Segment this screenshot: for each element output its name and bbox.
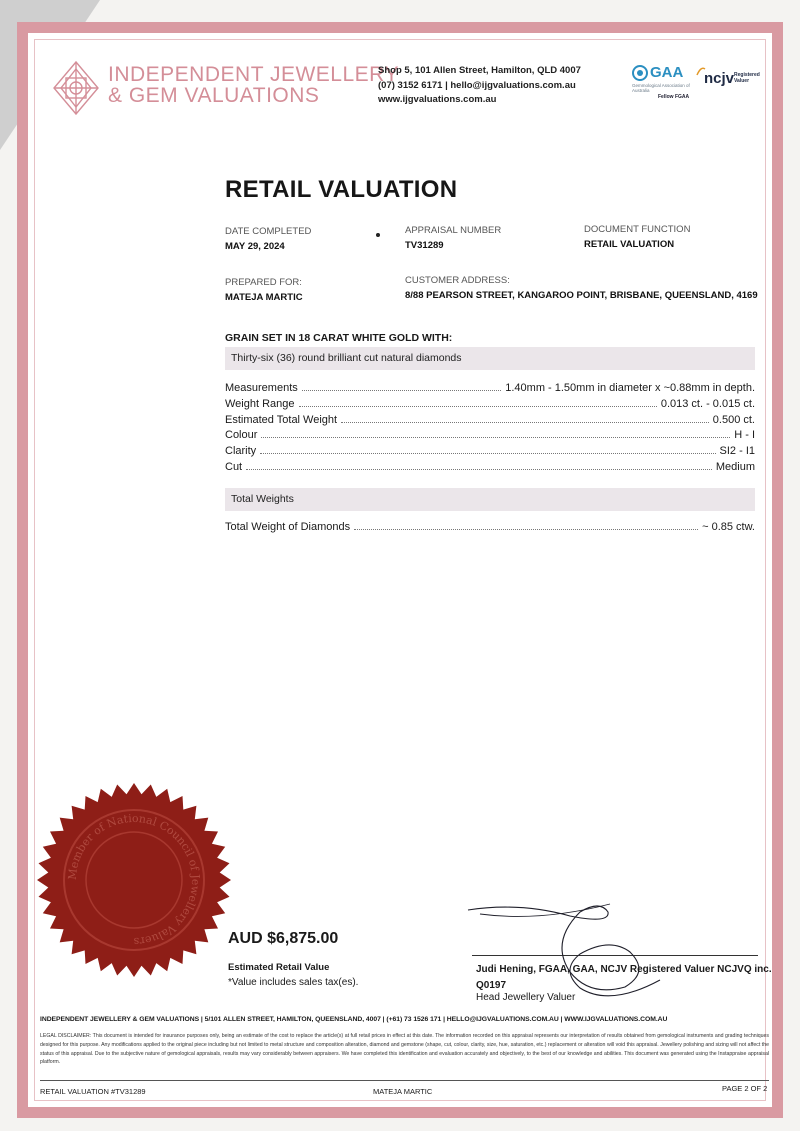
ink-dot — [376, 233, 380, 237]
totals-heading: Total Weights — [231, 493, 294, 505]
document-function-label: DOCUMENT FUNCTION — [584, 224, 691, 235]
prepared-for-value: MATEJA MARTIC — [225, 292, 303, 303]
leader-dots — [341, 422, 709, 423]
spec-row — [225, 426, 755, 441]
gaa-wordmark: GAA — [650, 64, 684, 81]
footer-client-name: MATEJA MARTIC — [373, 1087, 433, 1096]
document-title: RETAIL VALUATION — [225, 176, 458, 203]
customer-address-value: 8/88 PEARSON STREET, KANGAROO POINT, BRISBANE, QUEENSLAND, 4169 — [405, 290, 758, 301]
contact-address: Shop 5, 101 Allen Street, Hamilton, QLD 4007 — [378, 65, 581, 76]
appraisal-number-value: TV31289 — [405, 240, 444, 251]
date-completed-value: MAY 29, 2024 — [225, 241, 285, 252]
item-description-band — [225, 347, 755, 370]
spec-value: 0.013 ct. - 0.015 ct. — [660, 397, 755, 410]
brand-line-2: & GEM VALUATIONS — [108, 84, 320, 107]
brand-name — [108, 64, 399, 106]
valuation-amount: AUD $6,875.00 — [228, 930, 339, 947]
item-description: Thirty-six (36) round brilliant cut natural diamonds — [231, 352, 462, 364]
ncjv-registered: Registered Valuer — [734, 72, 760, 84]
total-weight-label: Total Weight of Diamonds — [225, 521, 351, 533]
ncjv-wax-seal — [36, 782, 232, 978]
legal-disclaimer: LEGAL DISCLAIMER: This document is intended for insurance purposes only, being an estimate of the cost to replace the article(s) at full retail prices in effect at this date. The information recorded on this appraisal represents our interpretation of results obtained from gemological instruments and grading techniques designed for this purpose. Any modifications applied to the original piece including but not limited to metal structure and composition alteration, diamond and gemstone (shape, cut, colour, clarity, size, hue, saturation, etc.) replacement or alteration will void this appraisal. Jewellery polishing and sizing will not affect the status of this appraisal. Due to the subjective nature of gemological appraisals, results may vary considerably between appraisers. We have completed this identification and evaluation accurately and objectively, to the best of our knowledge and abilities. This document was generated using the Instappraise appraisal platform. — [40, 1033, 769, 1066]
gaa-logo — [630, 62, 692, 102]
customer-address-label: CUSTOMER ADDRESS: — [405, 275, 510, 286]
spec-label: Measurements — [225, 382, 298, 394]
signer-name: Judi Hening, FGAA, GAA, NCJV Registered Valuer NCJVQ inc. — [476, 964, 772, 975]
contact-website: www.ijgvaluations.com.au — [378, 94, 497, 105]
item-heading: GRAIN SET IN 18 CARAT WHITE GOLD WITH: — [225, 332, 453, 344]
brand-line-1: INDEPENDENT JEWELLERY — [108, 63, 399, 86]
spec-row — [225, 395, 755, 410]
spec-value: Medium — [715, 461, 755, 473]
prepared-for-label: PREPARED FOR: — [225, 277, 302, 288]
spec-label: Weight Range — [225, 397, 295, 410]
leader-dots — [302, 390, 501, 391]
signer-block — [476, 962, 772, 994]
appraisal-number-label: APPRAISAL NUMBER — [405, 225, 502, 236]
ncjv-logo — [696, 66, 762, 92]
signer-role: Head Jewellery Valuer — [476, 992, 576, 1003]
date-completed-label: DATE COMPLETED — [225, 226, 312, 237]
spec-value: 1.40mm - 1.50mm in diameter x ~0.88mm in depth. — [505, 382, 755, 394]
document-function-value: RETAIL VALUATION — [584, 239, 675, 250]
leader-dots — [261, 437, 730, 438]
spec-label: Clarity — [225, 445, 257, 458]
spec-row — [225, 442, 755, 457]
total-weight-row — [225, 518, 755, 533]
spec-row — [225, 411, 755, 426]
valuation-note: *Value includes sales tax(es). — [228, 977, 359, 988]
leader-dots — [260, 453, 715, 454]
spec-label: Cut — [225, 461, 243, 473]
ncjv-wordmark: ncjv — [704, 70, 735, 87]
spec-value: H - I — [734, 429, 755, 442]
seal-text: Member of National Council of Jewellery Valuers — [65, 811, 203, 949]
spec-label: Colour — [225, 429, 258, 442]
contact-block — [378, 64, 581, 108]
spec-value: 0.500 ct. — [712, 413, 755, 426]
footer-company-line: INDEPENDENT JEWELLERY & GEM VALUATIONS | 5/101 ALLEN STREET, HAMILTON, QUEENSLAND, 4007 | (+61) 73 1526 171 | HELLO@IJGVALUATIONS.COM.AU | WWW.IJGVALUATIONS.COM.AU — [40, 1016, 668, 1023]
total-weight-value: ~ 0.85 ctw. — [702, 521, 755, 533]
gaa-fellow: Fellow FGAA — [658, 94, 690, 100]
leader-dots — [354, 529, 698, 530]
footer-rule — [40, 1080, 769, 1081]
spec-row — [225, 379, 755, 394]
leader-dots — [299, 406, 657, 407]
valuation-label: Estimated Retail Value — [228, 962, 330, 973]
contact-phone-email: (07) 3152 6171 | hello@ijgvaluations.com.au — [378, 79, 576, 91]
gaa-emblem-icon — [632, 65, 648, 81]
spec-value: SI2 - I1 — [719, 445, 755, 458]
spec-label: Estimated Total Weight — [225, 413, 338, 426]
footer-document-ref: RETAIL VALUATION #TV31289 — [40, 1087, 146, 1096]
gaa-subtitle: Gemmological Association of Australia — [632, 83, 690, 93]
art-deco-jewel-logo-icon — [52, 60, 100, 116]
signer-id: Q0197 — [476, 980, 507, 991]
totals-band — [225, 488, 755, 511]
footer-page-number: PAGE 2 OF 2 — [722, 1084, 768, 1093]
spec-row — [225, 458, 755, 473]
leader-dots — [246, 469, 712, 470]
